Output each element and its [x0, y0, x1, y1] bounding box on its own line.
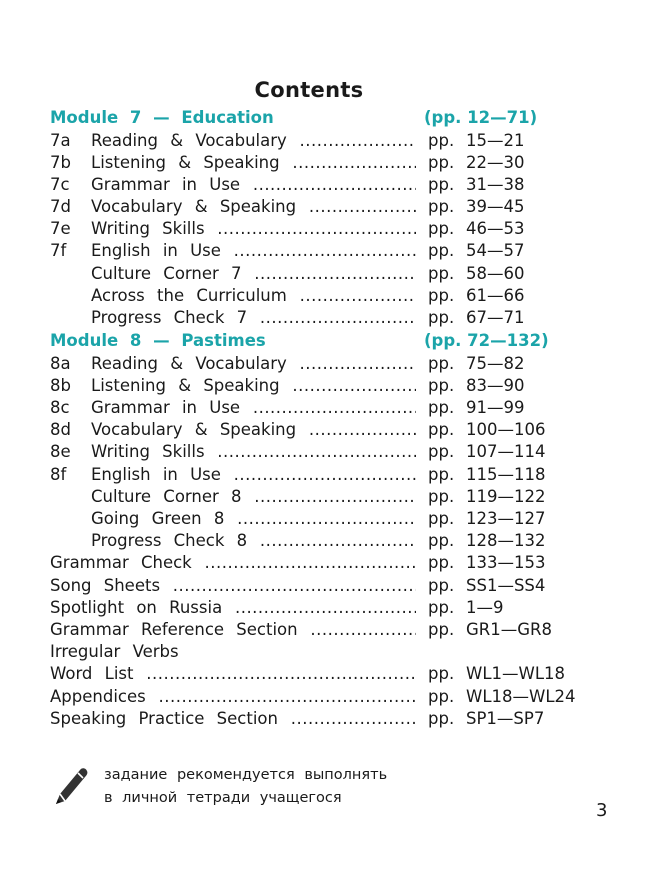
toc-entry-pp: pp. — [428, 263, 455, 283]
table-of-contents — [50, 106, 576, 730]
toc-entry-pages: 133—153 — [466, 553, 546, 573]
toc-entry-label — [91, 441, 416, 463]
toc-entry-code: 8b — [50, 375, 71, 395]
toc-entry-pp: pp. — [428, 553, 455, 573]
toc-entry[interactable] — [50, 686, 576, 708]
toc-entry-pages: 107—114 — [466, 442, 546, 462]
toc-entry-pp: pp. — [428, 464, 455, 484]
toc-entry-code: 8c — [50, 398, 70, 418]
toc-entry-label-text: Word List — [50, 664, 134, 684]
toc-entry[interactable] — [50, 663, 570, 685]
toc-entry-label-text: Vocabulary & Speaking — [91, 420, 297, 440]
toc-entry-pages: 31—38 — [466, 174, 525, 194]
toc-entry-pp: pp. — [428, 597, 455, 617]
toc-entry[interactable] — [50, 353, 570, 375]
toc-entry[interactable] — [50, 174, 570, 196]
toc-entry-pages: 22—30 — [466, 152, 525, 172]
module-7-title: Module 7 — Education — [50, 108, 274, 127]
toc-entry-label — [91, 464, 416, 486]
toc-entry-label — [91, 152, 416, 174]
module-8-pages: (pp. 72—132) — [424, 331, 549, 351]
toc-entry[interactable] — [50, 708, 570, 730]
toc-entry[interactable] — [50, 464, 570, 486]
note-line-1: задание рекомендуется выполнять — [104, 767, 388, 783]
toc-entry-pp: pp. — [428, 398, 455, 418]
toc-entry-pages: 54—57 — [466, 241, 525, 261]
toc-entry-pp: pp. — [428, 664, 455, 684]
toc-entry-label-text: Writing Skills — [91, 219, 205, 239]
toc-entry-label-text: Grammar in Use — [91, 174, 241, 194]
toc-entry[interactable] — [50, 641, 570, 663]
toc-entry-pages: 100—106 — [466, 420, 546, 440]
toc-entry-label-text: Spotlight on Russia — [50, 597, 223, 617]
toc-entry-label — [91, 530, 416, 552]
toc-entry-label — [91, 240, 416, 262]
toc-entry-label — [50, 641, 179, 663]
toc-entry[interactable] — [50, 307, 570, 329]
toc-entry-pp: pp. — [428, 219, 455, 239]
toc-entry-pages: WL1—WL18 — [466, 664, 566, 684]
toc-entry-label — [91, 397, 416, 419]
module-8-heading[interactable] — [50, 329, 570, 353]
toc-entry-code: 8e — [50, 442, 71, 462]
pen-icon — [50, 764, 90, 808]
toc-entry-pages: GR1—GR8 — [466, 619, 552, 639]
toc-entry[interactable] — [50, 597, 570, 619]
toc-entry-label — [50, 619, 416, 641]
toc-entry-pp: pp. — [428, 353, 455, 373]
toc-entry-label — [50, 663, 416, 685]
toc-entry-label-text: Going Green 8 — [91, 509, 225, 528]
toc-entry-label-text: English in Use — [91, 464, 221, 484]
toc-entry-label-text: Progress Check 8 — [91, 531, 248, 551]
toc-entry-label — [91, 486, 416, 508]
toc-entry-pp: pp. — [428, 174, 455, 194]
toc-entry[interactable] — [50, 240, 570, 262]
toc-entry-label — [91, 375, 416, 397]
toc-entry[interactable] — [50, 285, 570, 307]
toc-entry-code: 7f — [50, 241, 67, 261]
toc-entry[interactable] — [50, 130, 570, 152]
toc-entry-label-text: Song Sheets — [50, 575, 161, 595]
toc-entry-label-text: Grammar Reference Section — [50, 619, 298, 639]
note-box — [50, 760, 450, 816]
toc-entry-label — [91, 218, 416, 240]
toc-entry-label — [91, 508, 416, 530]
toc-entry-label-text: Culture Corner 7 — [91, 263, 242, 283]
page-number: 3 — [596, 800, 608, 821]
toc-entry[interactable] — [50, 619, 570, 641]
toc-entry-code: 7a — [50, 130, 71, 150]
toc-entry-label — [91, 353, 416, 375]
toc-entry-pages: 91—99 — [466, 398, 525, 418]
toc-entry-pp: pp. — [428, 708, 455, 728]
toc-entry[interactable] — [50, 218, 570, 240]
toc-entry[interactable] — [50, 152, 570, 174]
note-line-2: в личной тетради учащегося — [104, 790, 342, 806]
toc-entry[interactable] — [50, 552, 570, 574]
toc-entry[interactable] — [50, 263, 570, 285]
toc-entry-code: 7e — [50, 219, 71, 239]
toc-entry-pages: 115—118 — [466, 464, 546, 484]
toc-entry-pp: pp. — [428, 152, 455, 172]
toc-entry[interactable] — [50, 508, 570, 530]
toc-entry-pp: pp. — [428, 130, 455, 150]
toc-entry-pp: pp. — [428, 531, 455, 551]
module-7-heading[interactable] — [50, 106, 570, 130]
toc-entry-label-text: Culture Corner 8 — [91, 486, 242, 506]
toc-entry[interactable] — [50, 441, 570, 463]
toc-entry-label-text: Grammar Check — [50, 553, 192, 573]
toc-entry-pages: SS1—SS4 — [466, 575, 546, 595]
toc-entry-pages: 58—60 — [466, 263, 525, 283]
toc-entry-pages: 123—127 — [466, 509, 546, 528]
toc-entry-label — [50, 686, 416, 708]
toc-entry-label-text: Progress Check 7 — [91, 308, 248, 327]
toc-entry[interactable] — [50, 375, 570, 397]
toc-entry-label — [50, 575, 416, 597]
toc-entry-label-text: Reading & Vocabulary — [91, 130, 287, 150]
note-text — [104, 764, 387, 810]
toc-entry-label-text: Irregular Verbs — [50, 642, 179, 662]
toc-entry-label-text: English in Use — [91, 241, 221, 261]
toc-entry-code: 8f — [50, 464, 67, 484]
toc-entry-pages: WL18—WL24 — [466, 686, 576, 706]
toc-entry-label — [50, 597, 416, 619]
toc-entry-pp: pp. — [428, 197, 455, 217]
toc-entry-label-text: Across the Curriculum — [91, 285, 287, 305]
toc-entry-pp: pp. — [428, 420, 455, 440]
toc-entry-pages: 128—132 — [466, 531, 546, 551]
toc-entry-pages: 119—122 — [466, 486, 546, 506]
toc-entry-pp: pp. — [428, 575, 455, 595]
toc-entry-pages: 61—66 — [466, 285, 525, 305]
toc-entry-pages: 67—71 — [466, 308, 525, 327]
toc-entry-pages: 39—45 — [466, 197, 525, 217]
toc-entry-label — [50, 708, 416, 730]
toc-entry-pages: SP1—SP7 — [466, 708, 545, 728]
toc-entry-label — [91, 263, 416, 285]
toc-entry-label-text: Listening & Speaking — [91, 375, 280, 395]
toc-entry-label-text: Vocabulary & Speaking — [91, 197, 297, 217]
toc-entry-pages: 1—9 — [466, 597, 504, 617]
toc-entry-pages: 46—53 — [466, 219, 525, 239]
toc-entry-pp: pp. — [428, 442, 455, 462]
toc-entry-label — [91, 174, 416, 196]
toc-entry-label — [91, 285, 416, 307]
toc-entry-label — [91, 196, 416, 218]
toc-entry-code: 8a — [50, 353, 71, 373]
toc-entry-label-text: Listening & Speaking — [91, 152, 280, 172]
toc-entry-code: 7b — [50, 152, 71, 172]
toc-entry[interactable] — [50, 575, 570, 597]
toc-entry-code: 8d — [50, 420, 71, 440]
toc-entry[interactable] — [50, 196, 570, 218]
toc-entry-pages: 15—21 — [466, 130, 525, 150]
toc-entry-pp: pp. — [428, 686, 455, 706]
module-7-pages: (pp. 12—71) — [424, 108, 538, 127]
toc-entry-pp: pp. — [428, 619, 455, 639]
toc-entry[interactable] — [50, 486, 570, 508]
toc-entry-label — [91, 419, 416, 441]
toc-entry-label-text: Writing Skills — [91, 442, 205, 462]
toc-entry-label — [91, 130, 416, 152]
toc-entry-pp: pp. — [428, 308, 455, 327]
toc-entry-pp: pp. — [428, 509, 455, 528]
toc-entry-label-text: Appendices — [50, 686, 146, 706]
toc-entry[interactable] — [50, 397, 570, 419]
toc-entry-label — [91, 307, 416, 329]
toc-entry-pp: pp. — [428, 241, 455, 261]
page-title: Contents — [254, 78, 364, 102]
toc-entry-label-text: Grammar in Use — [91, 398, 241, 418]
toc-entry-pages: 83—90 — [466, 375, 525, 395]
toc-entry-label-text: Reading & Vocabulary — [91, 353, 287, 373]
toc-entry[interactable] — [50, 530, 570, 552]
toc-entry-pp: pp. — [428, 285, 455, 305]
toc-entry[interactable] — [50, 419, 570, 441]
module-8-title: Module 8 — Pastimes — [50, 331, 266, 351]
toc-entry-pp: pp. — [428, 375, 455, 395]
toc-entry-label-text: Speaking Practice Section — [50, 708, 278, 728]
toc-entry-pages: 75—82 — [466, 353, 525, 373]
toc-entry-pp: pp. — [428, 486, 455, 506]
toc-entry-code: 7c — [50, 174, 70, 194]
toc-entry-code: 7d — [50, 197, 71, 217]
toc-entry-label — [50, 552, 416, 574]
